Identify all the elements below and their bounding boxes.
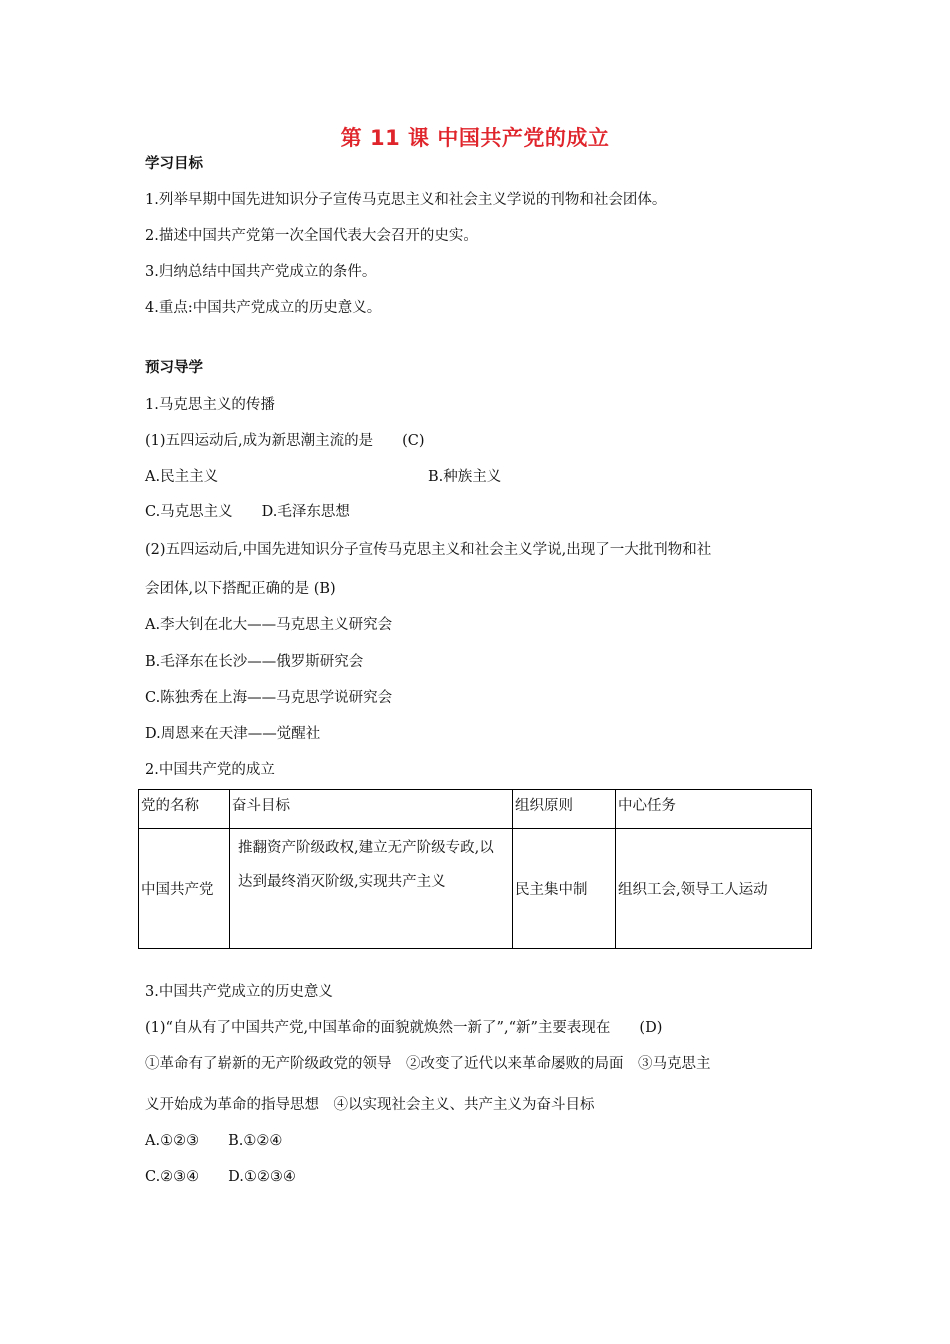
question-3-options-ab: A.①②③ B.①②④ — [145, 1133, 283, 1149]
question-3-statements-line-2: 义开始成为革命的指导思想 ④以实现社会主义、共产主义为奋斗目标 — [145, 1097, 595, 1113]
section-2-title: 2.中国共产党的成立 — [145, 762, 275, 778]
question-3-statements-line-1: ①革命有了崭新的无产阶级政党的领导 ②改变了近代以来革命屡败的局面 ③马克思主 — [145, 1056, 711, 1072]
table-cell-task: 组织工会,领导工人运动 — [616, 829, 812, 949]
party-table — [138, 789, 812, 949]
objective-item: 2.描述中国共产党第一次全国代表大会召开的史实。 — [145, 228, 478, 244]
preview-heading: 预习导学 — [145, 360, 203, 376]
question-1-option-b: B.种族主义 — [428, 469, 502, 485]
table-cell-name: 中国共产党 — [139, 829, 230, 949]
question-1: (1)五四运动后,成为新思潮主流的是 (C) — [145, 433, 425, 449]
question-2-line-1: (2)五四运动后,中国先进知识分子宣传马克思主义和社会主义学说,出现了一大批刊物和社 — [145, 542, 712, 558]
question-2-line-2: 会团体,以下搭配正确的是 (B) — [145, 581, 336, 597]
objective-item: 3.归纳总结中国共产党成立的条件。 — [145, 264, 377, 280]
objectives-heading: 学习目标 — [145, 156, 203, 172]
table-cell-goal-text: 推翻资产阶级政权,建立无产阶级专政,以达到最终消灭阶级,实现共产主义 — [238, 840, 494, 890]
question-2-option-c: C.陈独秀在上海——马克思学说研究会 — [145, 690, 393, 706]
page-title: 第 11 课 中国共产党的成立 — [340, 126, 610, 150]
question-2-option-a: A.李大钊在北大——马克思主义研究会 — [145, 617, 393, 633]
question-3: (1)“自从有了中国共产党,中国革命的面貌就焕然一新了”,“新”主要表现在 (D) — [145, 1020, 663, 1036]
table-header-principle: 组织原则 — [513, 790, 616, 829]
section-3-title: 3.中国共产党成立的历史意义 — [145, 984, 333, 1000]
table-cell-principle: 民主集中制 — [513, 829, 616, 949]
objective-item: 4.重点:中国共产党成立的历史意义。 — [145, 300, 382, 316]
table-header-name: 党的名称 — [139, 790, 230, 829]
table-cell-goal — [230, 829, 513, 949]
question-2-option-b: B.毛泽东在长沙——俄罗斯研究会 — [145, 654, 364, 670]
question-2-option-d: D.周恩来在天津——觉醒社 — [145, 726, 321, 742]
question-3-options-cd: C.②③④ D.①②③④ — [145, 1169, 296, 1185]
table-header-task: 中心任务 — [616, 790, 812, 829]
question-1-options-cd: C.马克思主义 D.毛泽东思想 — [145, 504, 350, 520]
table-header-goal: 奋斗目标 — [230, 790, 513, 829]
objective-item: 1.列举早期中国先进知识分子宣传马克思主义和社会主义学说的刊物和社会团体。 — [145, 192, 667, 208]
section-1-title: 1.马克思主义的传播 — [145, 397, 275, 413]
question-1-option-a: A.民主主义 — [145, 469, 219, 485]
